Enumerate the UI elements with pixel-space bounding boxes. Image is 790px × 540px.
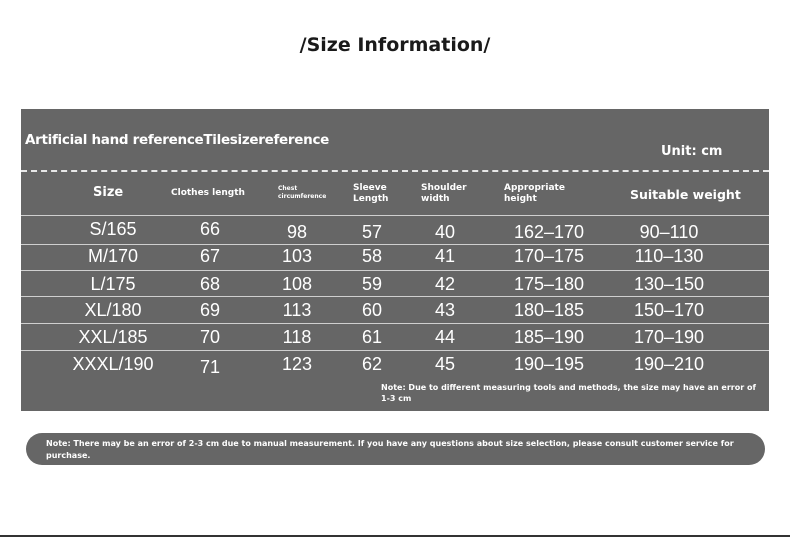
bottom-rule xyxy=(0,535,790,537)
row-divider xyxy=(21,350,769,351)
header-sleeve-line2: Length xyxy=(353,194,389,205)
cell-sleeve: 60 xyxy=(361,300,383,320)
row-divider xyxy=(21,296,769,297)
cell-chest: 108 xyxy=(281,274,313,294)
cell-sleeve: 59 xyxy=(361,274,383,294)
cell-shoulder: 45 xyxy=(434,354,456,374)
cell-weight: 170–190 xyxy=(633,327,705,347)
header-shoulder-line2: width xyxy=(421,194,450,205)
cell-chest: 113 xyxy=(282,300,312,320)
dashed-divider xyxy=(21,170,769,172)
cell-height: 185–190 xyxy=(513,327,585,347)
header-clothes-length: Clothes length xyxy=(171,188,245,198)
cell-size: XL/180 xyxy=(84,300,142,320)
cell-height: 162–170 xyxy=(513,222,585,242)
header-sleeve xyxy=(353,183,388,206)
header-chest xyxy=(278,185,326,200)
page-title: /Size Information/ xyxy=(299,34,491,56)
cell-chest: 103 xyxy=(281,246,313,266)
cell-clothes-length: 70 xyxy=(199,327,221,347)
cell-chest: 123 xyxy=(281,354,313,374)
unit-label: Unit: cm xyxy=(661,144,723,159)
header-chest-line1: Chest xyxy=(278,185,298,192)
cell-weight: 130–150 xyxy=(633,274,705,294)
cell-size: S/165 xyxy=(89,219,137,239)
cell-clothes-length: 69 xyxy=(199,300,221,320)
cell-sleeve: 61 xyxy=(361,327,383,347)
cell-shoulder: 40 xyxy=(434,222,456,242)
cell-shoulder: 43 xyxy=(434,300,456,320)
header-size: Size xyxy=(93,185,124,200)
measurement-note: Note: Due to different measuring tools and methods, the size may have an error of 1-3 cm xyxy=(381,383,756,404)
header-shoulder-line1: Shoulder xyxy=(421,183,467,193)
header-height xyxy=(504,183,565,206)
header-chest-line2: circumference xyxy=(278,192,327,200)
cell-height: 190–195 xyxy=(513,354,585,374)
cell-shoulder: 42 xyxy=(434,274,456,294)
cell-sleeve: 58 xyxy=(361,246,383,266)
cell-height: 175–180 xyxy=(513,274,585,294)
header-shoulder xyxy=(421,183,467,206)
cell-clothes-length: 71 xyxy=(199,357,221,377)
size-chart-panel xyxy=(21,109,769,411)
row-divider xyxy=(21,323,769,324)
cell-chest: 98 xyxy=(286,222,308,242)
cell-clothes-length: 67 xyxy=(199,246,221,266)
cell-height: 170–175 xyxy=(513,246,585,266)
header-height-line1: Appropriate xyxy=(504,183,565,193)
cell-weight: 110–130 xyxy=(634,246,704,266)
cell-sleeve: 57 xyxy=(361,222,383,242)
footer-note: Note: There may be an error of 2-3 cm due to manual measurement. If you have any questions about size selection, please consult customer service for purchase. xyxy=(46,439,734,460)
cell-sleeve: 62 xyxy=(361,354,383,374)
cell-weight: 190–210 xyxy=(633,354,705,374)
cell-size: L/175 xyxy=(90,274,136,294)
row-divider xyxy=(21,270,769,271)
row-divider xyxy=(21,244,769,245)
cell-shoulder: 44 xyxy=(434,327,456,347)
header-weight: Suitable weight xyxy=(630,187,741,202)
row-divider xyxy=(21,215,769,216)
cell-clothes-length: 68 xyxy=(199,274,221,294)
cell-shoulder: 41 xyxy=(434,246,456,266)
cell-chest: 118 xyxy=(282,327,312,347)
cell-weight: 90–110 xyxy=(639,222,699,242)
cell-size: M/170 xyxy=(87,246,139,266)
cell-size: XXL/185 xyxy=(78,327,148,347)
cell-weight: 150–170 xyxy=(633,300,705,320)
reference-title: Artificial hand referenceTilesizereference xyxy=(25,132,329,148)
cell-height: 180–185 xyxy=(513,300,585,320)
cell-size: XXXL/190 xyxy=(72,354,154,374)
footer-note-banner xyxy=(26,433,765,465)
header-height-line2: height xyxy=(504,194,537,205)
cell-clothes-length: 66 xyxy=(199,219,221,239)
header-sleeve-line1: Sleeve xyxy=(353,183,387,193)
